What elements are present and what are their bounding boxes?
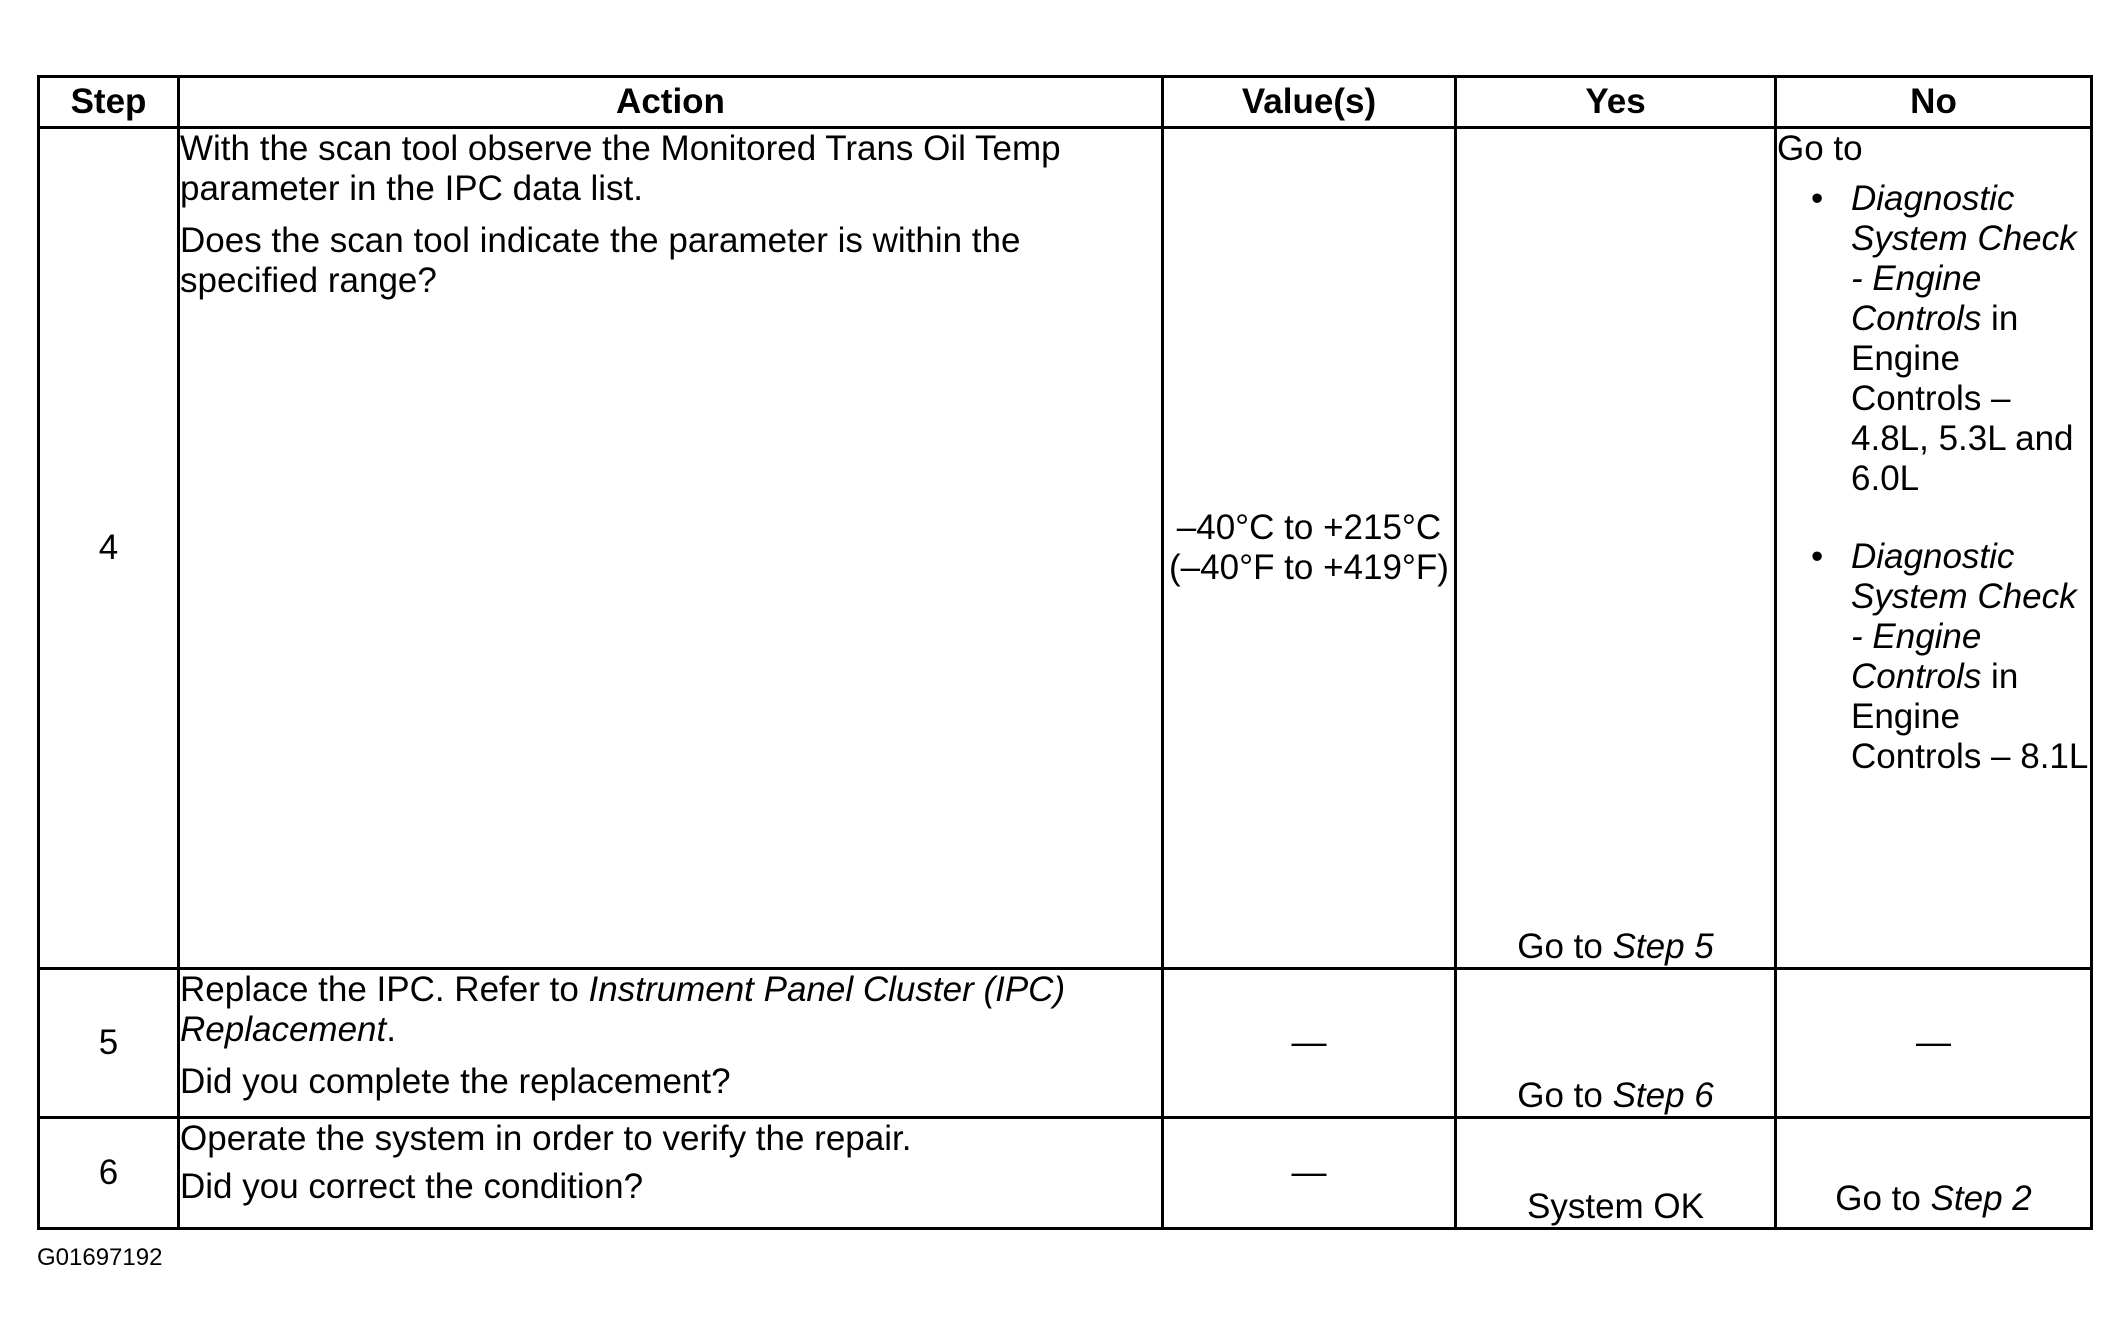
value-cell: — <box>1163 1118 1456 1229</box>
header-yes: Yes <box>1456 77 1776 128</box>
action-suffix: . <box>386 1010 396 1049</box>
yes-prefix: Go to <box>1517 1076 1613 1115</box>
yes-cell: System OK <box>1456 1118 1776 1229</box>
list-item-suffix: in Engine Controls – 4.8L, 5.3L and 6.0L <box>1851 299 2074 498</box>
action-text <box>180 970 1161 1050</box>
value-cell: — <box>1163 969 1456 1118</box>
action-question: Did you correct the condition? <box>180 1167 644 1206</box>
list-item <box>1851 179 2090 499</box>
action-text: With the scan tool observe the Monitored Trans Oil Temp parameter in the IPC data list. <box>180 129 1061 208</box>
no-options-list <box>1777 179 2090 777</box>
no-intro: Go to <box>1777 129 1863 168</box>
action-cell <box>179 969 1163 1118</box>
yes-step-link[interactable]: Step 5 <box>1612 927 1714 966</box>
diagnostic-table <box>37 75 2093 1230</box>
table-row-step-6 <box>39 1118 2092 1229</box>
yes-prefix: Go to <box>1517 927 1613 966</box>
step-number: 6 <box>39 1118 179 1229</box>
step-number: 4 <box>39 128 179 969</box>
action-text: Operate the system in order to verify the repair. <box>180 1119 912 1158</box>
header-values: Value(s) <box>1163 77 1456 128</box>
value-cell: –40°C to +215°C (–40°F to +419°F) <box>1163 128 1456 969</box>
no-cell <box>1776 128 2092 969</box>
action-prefix: Replace the IPC. Refer to <box>180 970 589 1009</box>
step-number: 5 <box>39 969 179 1118</box>
action-cell <box>179 1118 1163 1229</box>
action-question: Did you complete the replacement? <box>180 1062 731 1101</box>
ipc-replacement-link[interactable]: Instrument Panel Cluster (IPC) Replacement <box>180 970 1066 1049</box>
header-row <box>39 77 2092 128</box>
header-step: Step <box>39 77 179 128</box>
action-question: Does the scan tool indicate the parameter is within the specified range? <box>180 221 1021 300</box>
yes-cell <box>1456 128 1776 969</box>
diagnostic-check-link[interactable]: Diagnostic System Check - Engine Controls <box>1851 179 2077 338</box>
no-step-link[interactable]: Step 2 <box>1930 1179 2032 1218</box>
header-action: Action <box>179 77 1163 128</box>
yes-step-link[interactable]: Step 6 <box>1612 1076 1714 1115</box>
table-row-step-4 <box>39 128 2092 969</box>
diagnostic-check-link[interactable]: Diagnostic System Check - Engine Controls <box>1851 537 2077 696</box>
table-row-step-5 <box>39 969 2092 1118</box>
action-cell <box>179 128 1163 969</box>
no-prefix: Go to <box>1835 1179 1931 1218</box>
list-item <box>1851 537 2090 777</box>
figure-id: G01697192 <box>37 1244 163 1271</box>
no-cell: — <box>1776 969 2092 1118</box>
list-item-suffix: in Engine Controls – 8.1L <box>1851 657 2089 776</box>
no-cell <box>1776 1118 2092 1229</box>
yes-cell <box>1456 969 1776 1118</box>
header-no: No <box>1776 77 2092 128</box>
